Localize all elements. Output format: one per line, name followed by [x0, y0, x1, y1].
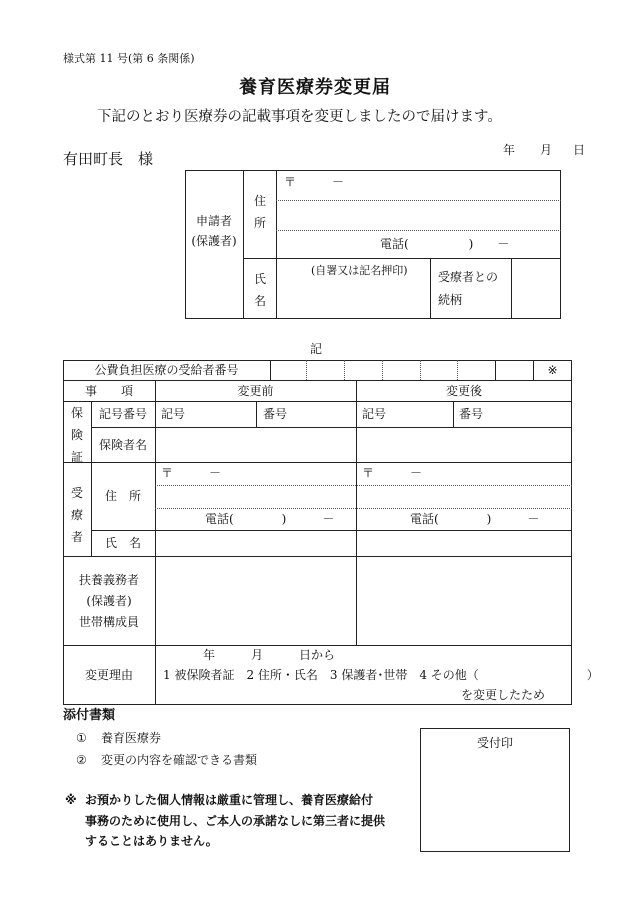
reason-label: 変更理由 — [84, 668, 133, 682]
before-address-field[interactable] — [156, 486, 355, 507]
intro-text: 下記のとおり医療券の記載事項を変更しましたので届けます。 — [97, 109, 502, 125]
household-members-label: 世帯構成員 — [78, 615, 139, 629]
recipient-number-label: 公費負担医療の受給者番号 — [94, 363, 239, 377]
ki-label: 記 — [310, 342, 323, 356]
relation-label-2: 続柄 — [438, 293, 463, 307]
supporter-guardian-label: (保護者) — [86, 594, 132, 608]
before-insurer-name-field[interactable] — [156, 428, 355, 461]
attachments-heading: 添付書類 — [63, 708, 116, 723]
col-before-header: 変更前 — [237, 384, 274, 398]
after-phone-field[interactable]: 電話( ) － — [410, 512, 540, 526]
date-day[interactable]: 日 — [573, 143, 586, 157]
date-month[interactable]: 月 — [540, 143, 553, 157]
applicant-address-label: 住所 — [253, 194, 266, 230]
privacy-line-3: することはありません。 — [85, 834, 218, 848]
before-phone-field[interactable]: 電話( ) － — [205, 512, 335, 526]
after-insurer-name-field[interactable] — [357, 428, 571, 461]
insurer-name-label: 保険者名 — [98, 438, 147, 452]
attachment-1: 養育医療券 — [101, 731, 162, 745]
after-supporter-field[interactable] — [357, 557, 571, 644]
supporter-label: 扶養義務者 — [78, 573, 139, 587]
receipt-stamp-label: 受付印 — [476, 736, 513, 750]
date-year[interactable]: 年 — [503, 143, 516, 157]
reason-date-field[interactable]: 年 月 日から — [203, 648, 336, 662]
patient-label: 受療者 — [70, 486, 83, 544]
before-postal-field[interactable]: 〒 － — [161, 466, 222, 480]
after-address-field[interactable] — [357, 486, 571, 507]
attachment-2-number: ② — [76, 753, 87, 767]
relation-label: 受療者との — [438, 270, 499, 284]
relation-field[interactable] — [512, 259, 560, 318]
applicant-name-label: 氏名 — [253, 272, 266, 308]
insurance-card-label: 保険証 — [70, 406, 83, 464]
applicant-phone-field[interactable]: 電話( ) － — [380, 237, 510, 251]
after-postal-field[interactable]: 〒 － — [362, 466, 423, 480]
patient-address-label: 住 所 — [104, 489, 141, 503]
recipient-number-field[interactable] — [271, 361, 532, 379]
form-number: 様式第 11 号(第 6 条関係) — [63, 52, 195, 65]
applicant-label: 申請者 — [195, 214, 232, 228]
col-item-header: 事 項 — [84, 384, 133, 398]
reason-suffix: を変更したため — [461, 688, 546, 702]
privacy-mark: ※ — [65, 793, 77, 807]
applicant-label-guardian: (保護者) — [191, 234, 237, 248]
after-number-field[interactable]: 番号 — [459, 407, 484, 421]
applicant-name-field[interactable] — [277, 280, 429, 318]
after-patient-name-field[interactable] — [357, 531, 571, 555]
page-title: 養育医療券変更届 — [239, 77, 391, 98]
office-use-mark: ※ — [547, 363, 558, 377]
attachment-2: 変更の内容を確認できる書類 — [101, 753, 258, 767]
applicant-postal-field[interactable]: 〒 － — [284, 175, 345, 189]
signature-note: (自署又は記名押印) — [311, 264, 408, 277]
reason-options[interactable]: 1 被保険者証 2 住所・氏名 3 保護者･世帯 4 その他（ ） — [163, 668, 599, 682]
privacy-line-2: 事務のために使用し、ご本人の承諾なしに第三者に提供 — [85, 814, 386, 828]
before-supporter-field[interactable] — [156, 557, 355, 644]
before-patient-name-field[interactable] — [156, 531, 355, 555]
before-number-field[interactable]: 番号 — [263, 407, 288, 421]
patient-name-label: 氏 名 — [104, 536, 141, 550]
privacy-line-1: お預かりした個人情報は厳重に管理し、養育医療給付 — [85, 793, 374, 807]
after-symbol-field[interactable]: 記号 — [362, 407, 387, 421]
before-symbol-field[interactable]: 記号 — [161, 407, 186, 421]
addressee: 有田町長 様 — [63, 150, 154, 168]
applicant-address-field[interactable] — [277, 201, 560, 229]
attachment-1-number: ① — [76, 731, 87, 745]
symbol-number-label: 記号番号 — [98, 407, 147, 421]
col-after-header: 変更後 — [445, 384, 482, 398]
